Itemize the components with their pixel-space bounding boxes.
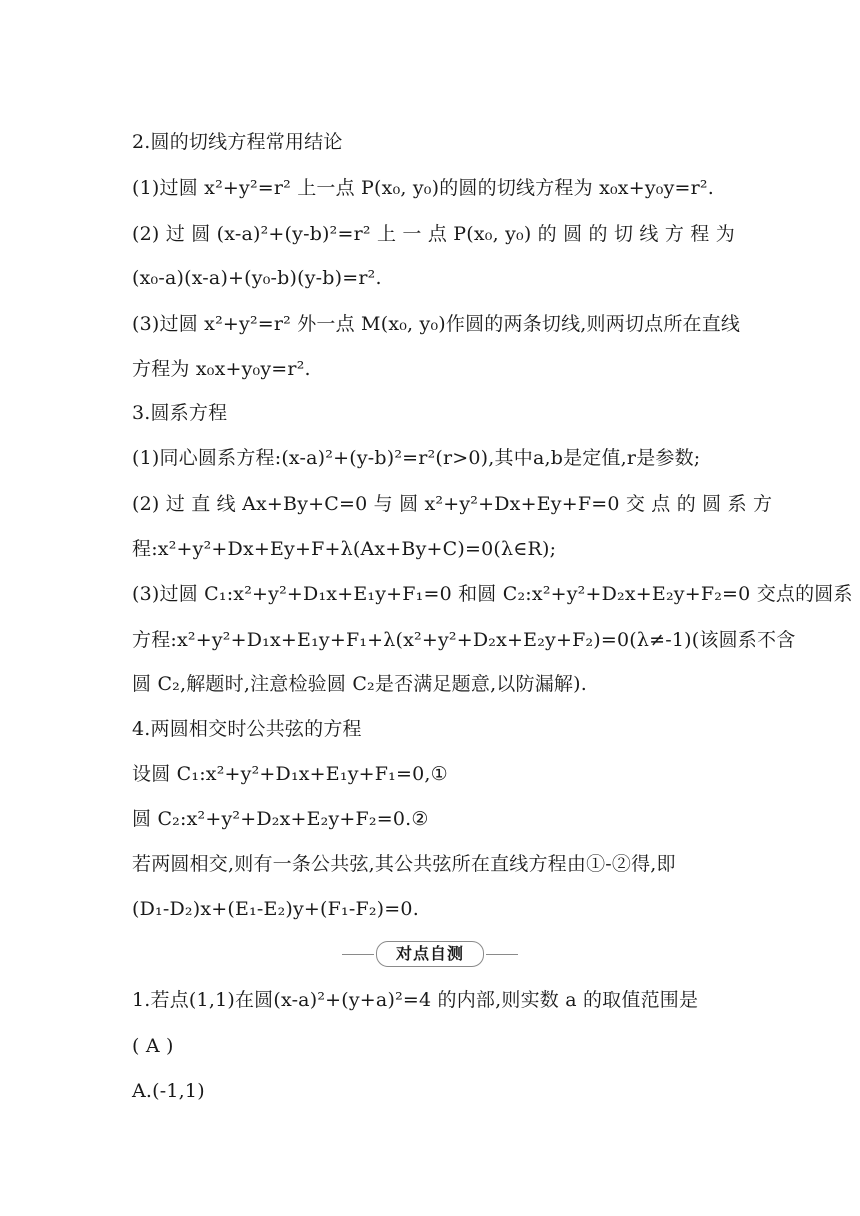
self-test-label: 对点自测 xyxy=(376,941,484,967)
question1-option-a: A.(-1,1) xyxy=(132,1080,205,1102)
question1-answer: ( A ) xyxy=(132,1035,174,1057)
section3-item2-line2: 程:x²+y²+Dx+Ey+F+λ(Ax+By+C)=0(λ∈R); xyxy=(132,538,557,560)
question1-stem: 1.若点(1,1)在圆(x-a)²+(y+a)²=4 的内部,则实数 a 的取值范围是 xyxy=(132,989,699,1011)
section2-item3-line1: (3)过圆 x²+y²=r² 外一点 M(x₀, y₀)作圆的两条切线,则两切点所在直线 xyxy=(132,313,741,335)
divider-rule-left xyxy=(342,954,374,955)
section2-item2-line1: (2) 过 圆 (x-a)²+(y-b)²=r² 上 一 点 P(x₀, y₀) 的 圆 的 切 线 方 程 为 xyxy=(132,223,735,245)
section3-item3-line2: 方程:x²+y²+D₁x+E₁y+F₁+λ(x²+y²+D₂x+E₂y+F₂)=0(λ≠-1)(该圆系不含 xyxy=(132,629,796,651)
self-test-divider xyxy=(342,940,518,968)
divider-rule-right xyxy=(486,954,518,955)
section4-line2: 圆 C₂:x²+y²+D₂x+E₂y+F₂=0.② xyxy=(132,808,429,830)
section3-heading: 3.圆系方程 xyxy=(132,402,228,424)
section4-heading: 4.两圆相交时公共弦的方程 xyxy=(132,718,362,740)
section3-item2-line1: (2) 过 直 线 Ax+By+C=0 与 圆 x²+y²+Dx+Ey+F=0 交 点 的 圆 系 方 xyxy=(132,493,773,515)
section2-item1: (1)过圆 x²+y²=r² 上一点 P(x₀, y₀)的圆的切线方程为 x₀x+y₀y=r². xyxy=(132,177,714,199)
section4-line3: 若两圆相交,则有一条公共弦,其公共弦所在直线方程由①-②得,即 xyxy=(132,853,676,875)
section2-heading: 2.圆的切线方程常用结论 xyxy=(132,131,343,153)
section2-item2-line2: (x₀-a)(x-a)+(y₀-b)(y-b)=r². xyxy=(132,267,382,289)
section3-item3-line3: 圆 C₂,解题时,注意检验圆 C₂是否满足题意,以防漏解). xyxy=(132,673,587,695)
section4-line4: (D₁-D₂)x+(E₁-E₂)y+(F₁-F₂)=0. xyxy=(132,898,419,920)
section3-item3-line1: (3)过圆 C₁:x²+y²+D₁x+E₁y+F₁=0 和圆 C₂:x²+y²+D₂x+E₂y+F₂=0 交点的圆系 xyxy=(132,583,853,605)
section3-item1: (1)同心圆系方程:(x-a)²+(y-b)²=r²(r>0),其中a,b是定值,r是参数; xyxy=(132,447,701,469)
section2-item3-line2: 方程为 x₀x+y₀y=r². xyxy=(132,358,311,380)
section4-line1: 设圆 C₁:x²+y²+D₁x+E₁y+F₁=0,① xyxy=(132,763,448,785)
